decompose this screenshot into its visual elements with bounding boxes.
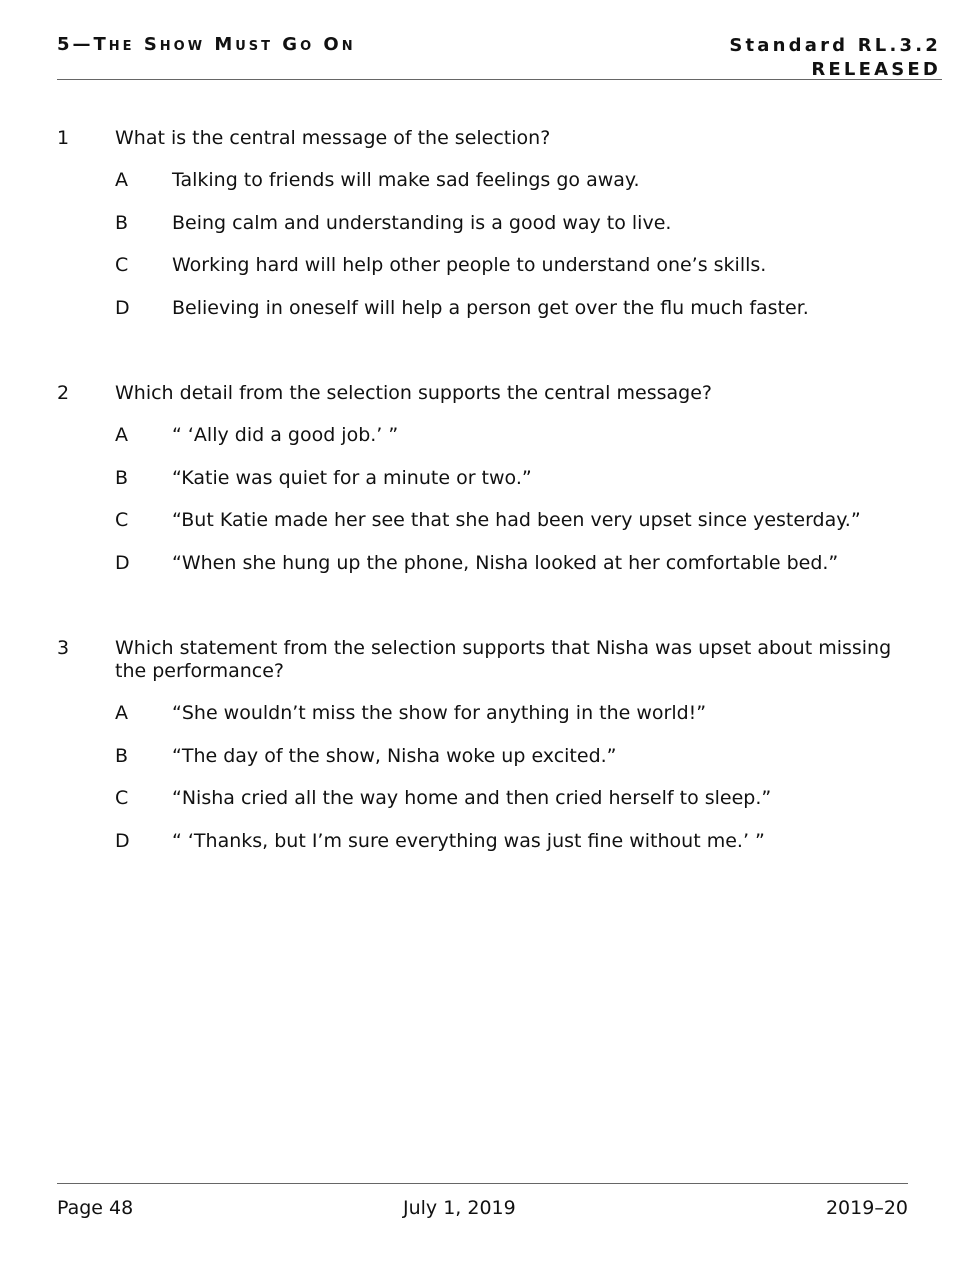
header-standard-block [729,34,941,82]
option-letter: A [115,702,128,724]
option-c[interactable] [57,509,917,532]
header-divider [57,79,942,80]
footer-date: July 1, 2019 [403,1197,516,1219]
question-1 [57,127,917,339]
option-text: “Katie was quiet for a minute or two.” [172,466,532,489]
question-number: 1 [57,127,70,149]
option-a[interactable] [57,702,917,725]
question-number: 2 [57,382,70,404]
option-letter: D [115,551,130,574]
answer-options [57,424,917,575]
option-letter: A [115,169,128,191]
option-d[interactable] [57,552,917,575]
option-letter: D [115,296,130,319]
option-text: “When she hung up the phone, Nisha looked at her comfortable bed.” [172,551,839,574]
option-c[interactable] [57,254,917,277]
option-letter: C [115,509,129,531]
option-d[interactable] [57,830,917,853]
standard-label: Standard RL.3.2 [729,35,941,56]
option-text: “She wouldn’t miss the show for anything in the world!” [172,702,707,724]
option-text: “ ‘Ally did a good job.’ ” [172,424,399,446]
option-text: Being calm and understanding is a good way to live. [172,211,672,234]
option-a[interactable] [57,424,917,447]
option-text: Believing in oneself will help a person get over the flu much faster. [172,296,809,319]
option-a[interactable] [57,169,917,192]
option-text: “The day of the show, Nisha woke up excited.” [172,744,617,767]
question-text: What is the central message of the selection? [115,127,551,149]
option-c[interactable] [57,787,917,810]
question-text: Which statement from the selection supports that Nisha was upset about missing the performance? [115,637,892,682]
footer-year: 2019–20 [825,1197,908,1219]
released-label: RELEASED [811,59,941,80]
option-letter: B [115,466,129,489]
page-number: Page 48 [57,1197,134,1219]
option-letter: D [115,829,130,852]
footer-divider [57,1183,908,1184]
header-title: 5—The Show Must Go On [57,34,356,55]
option-text: “But Katie made her see that she had been very upset since yesterday.” [172,509,861,531]
question-3 [57,637,917,872]
option-d[interactable] [57,297,917,320]
answer-options [57,702,917,853]
option-b[interactable] [57,745,917,768]
option-letter: A [115,424,128,446]
question-number: 3 [57,637,70,659]
option-b[interactable] [57,467,917,490]
option-letter: C [115,787,129,809]
option-letter: B [115,211,129,234]
question-text: Which detail from the selection supports the central message? [115,382,712,404]
option-letter: C [115,254,129,276]
option-letter: B [115,744,129,767]
option-text: “ ‘Thanks, but I’m sure everything was just fine without me.’ ” [172,829,765,852]
option-text: Working hard will help other people to understand one’s skills. [172,254,767,276]
answer-options [57,169,917,320]
option-text: “Nisha cried all the way home and then cried herself to sleep.” [172,787,772,809]
option-text: Talking to friends will make sad feelings go away. [172,169,640,191]
question-2 [57,382,917,594]
option-b[interactable] [57,212,917,235]
